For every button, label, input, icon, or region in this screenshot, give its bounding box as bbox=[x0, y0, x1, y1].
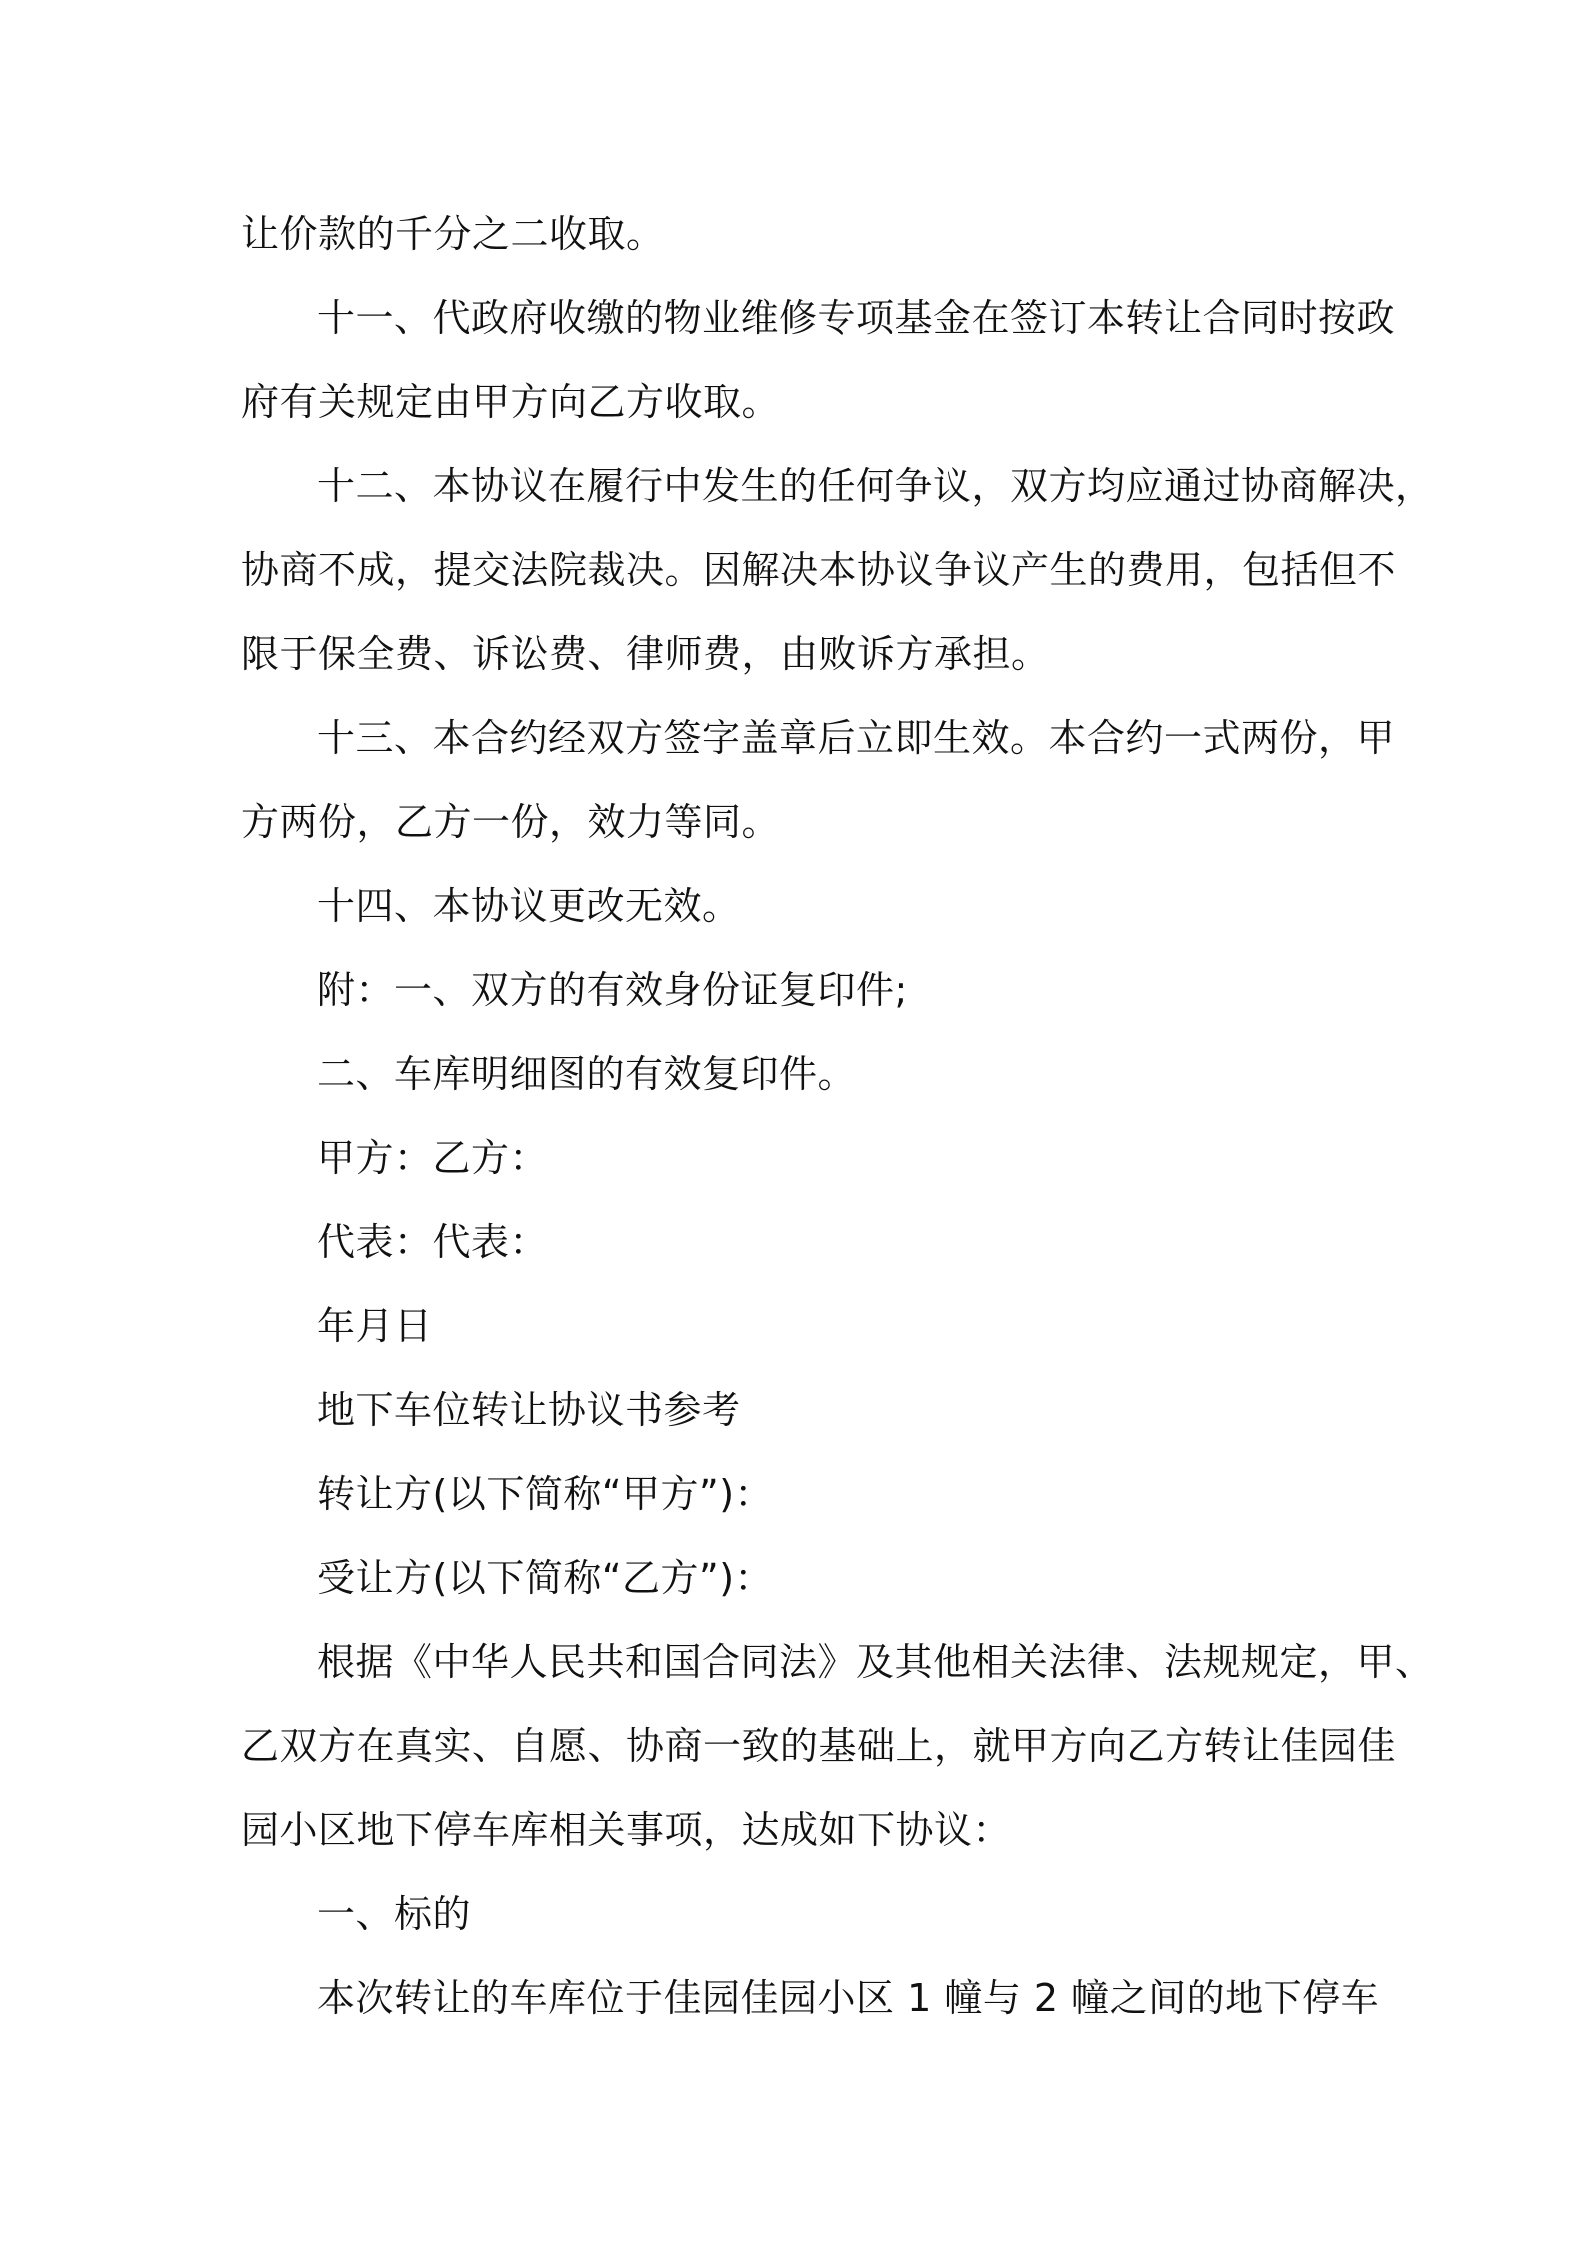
text-line: 十四、本协议更改无效。 bbox=[317, 884, 741, 928]
text-line: 地下车位转让协议书参考 bbox=[317, 1388, 741, 1432]
signature-parties bbox=[241, 1116, 1359, 1200]
text-line: 协商不成，提交法院裁决。因解决本协议争议产生的费用，包括但不 bbox=[241, 548, 1397, 592]
text-line: 年月日 bbox=[317, 1304, 433, 1348]
agreement-title bbox=[241, 1368, 1359, 1452]
paragraph-subject-description bbox=[241, 1956, 1380, 2040]
paragraph-fee-continuation bbox=[241, 192, 1359, 276]
text-line: 十一、代政府收缴的物业维修专项基金在签订本转让合同时按政 bbox=[317, 296, 1396, 340]
text-line: 代表：代表： bbox=[317, 1220, 549, 1264]
section-heading-subject bbox=[241, 1872, 1359, 1956]
text-line: 二、车库明细图的有效复印件。 bbox=[317, 1052, 857, 1096]
paragraph-clause-14 bbox=[241, 864, 1359, 948]
paragraph-clause-11 bbox=[241, 276, 1396, 444]
paragraph-clause-13 bbox=[241, 696, 1396, 864]
text-line: 方两份，乙方一份，效力等同。 bbox=[241, 800, 781, 844]
paragraph-preamble bbox=[241, 1620, 1434, 1872]
signature-representatives bbox=[241, 1200, 1359, 1284]
text-line: 府有关规定由甲方向乙方收取。 bbox=[241, 380, 781, 424]
text-line: 附：一、双方的有效身份证复印件; bbox=[317, 968, 908, 1012]
text-line: 让价款的千分之二收取。 bbox=[241, 212, 665, 256]
text-line: 十三、本合约经双方签字盖章后立即生效。本合约一式两份，甲 bbox=[317, 716, 1396, 760]
signature-date bbox=[241, 1284, 1359, 1368]
transferor-line bbox=[241, 1452, 1359, 1536]
text-line: 一、标的 bbox=[317, 1892, 472, 1936]
paragraph-attachment-1 bbox=[241, 948, 1359, 1032]
text-line: 受让方(以下简称“乙方”)： bbox=[317, 1556, 774, 1600]
paragraph-clause-12 bbox=[241, 444, 1434, 696]
text-line: 根据《中华人民共和国合同法》及其他相关法律、法规规定，甲、 bbox=[317, 1640, 1434, 1684]
text-line: 甲方：乙方： bbox=[317, 1136, 549, 1180]
text-line: 本次转让的车库位于佳园佳园小区 1 幢与 2 幢之间的地下停车 bbox=[317, 1976, 1380, 2020]
document-body bbox=[241, 192, 1434, 2040]
text-line: 十二、本协议在履行中发生的任何争议，双方均应通过协商解决， bbox=[317, 464, 1434, 508]
text-line: 转让方(以下简称“甲方”)： bbox=[317, 1472, 774, 1516]
text-line: 园小区地下停车库相关事项，达成如下协议： bbox=[241, 1808, 1012, 1852]
text-line: 乙双方在真实、自愿、协商一致的基础上，就甲方向乙方转让佳园佳 bbox=[241, 1724, 1397, 1768]
transferee-line bbox=[241, 1536, 1359, 1620]
paragraph-attachment-2 bbox=[241, 1032, 1359, 1116]
text-line: 限于保全费、诉讼费、律师费，由败诉方承担。 bbox=[241, 632, 1050, 676]
